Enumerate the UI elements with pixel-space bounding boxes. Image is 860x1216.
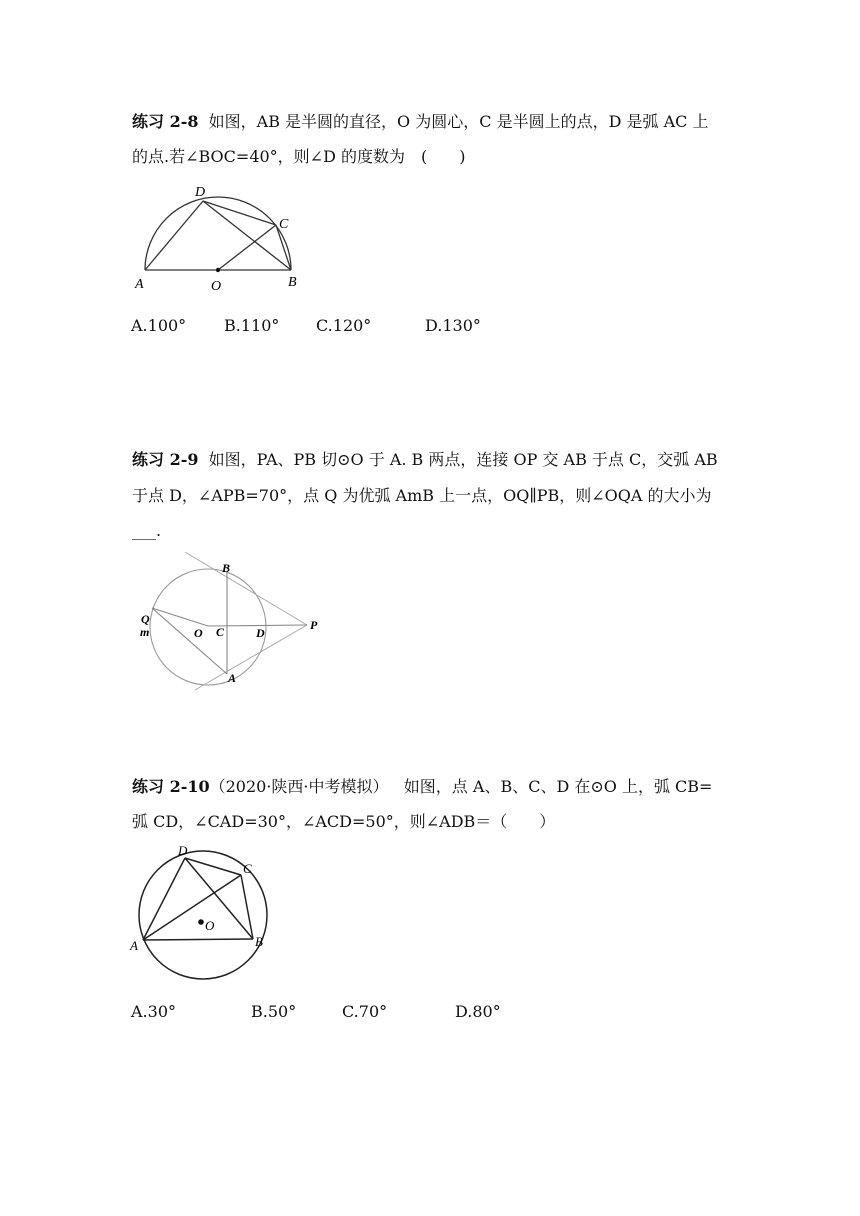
problem-2-10-text-2: 弧 CD，∠CAD=30°，∠ACD=50°，则∠ADB＝（ ） [132, 812, 556, 831]
label-A: A [130, 938, 138, 953]
option-c: C.120° [316, 316, 372, 335]
figure-2-9 [130, 550, 330, 695]
label-B: B [255, 934, 263, 949]
label-C: C [243, 861, 252, 876]
label-D: D [195, 185, 206, 200]
label-C: C [279, 217, 289, 232]
label-A: A [228, 671, 237, 685]
figure-2-8 [125, 180, 310, 295]
label-C: C [216, 625, 225, 639]
problem-2-8-text-1: 如图，AB 是半圆的直径，O 为圆心，C 是半圆上的点，D 是弧 AC 上 [208, 112, 709, 131]
problem-2-8-label: 练习 2-8 [132, 112, 199, 131]
label-O: O [205, 918, 215, 933]
problem-2-10-label: 练习 2-10 [132, 777, 210, 796]
label-O: O [194, 626, 203, 640]
option-d: D.130° [425, 316, 481, 335]
label-D: D [256, 626, 265, 640]
option-c: C.70° [342, 1002, 388, 1021]
problem-2-9-text-2: 于点 D，∠APB=70°，点 Q 为优弧 AmB 上一点，OQ∥PB，则∠OQA 的大小为 [132, 486, 712, 505]
problem-2-8-line-1 [132, 112, 708, 132]
problem-2-9-line-1 [132, 450, 718, 470]
problem-2-10-source: （2020·陕西·中考模拟） [209, 777, 389, 796]
option-d: D.80° [455, 1002, 501, 1021]
option-a: A.30° [131, 1002, 176, 1021]
option-b: B.110° [224, 316, 280, 335]
problem-2-9-label: 练习 2-9 [132, 450, 199, 469]
label-Q: Q [141, 612, 150, 626]
label-O: O [211, 279, 222, 294]
option-a: A.100° [131, 316, 187, 335]
label-A: A [135, 277, 144, 292]
label-B: B [222, 561, 231, 575]
label-B: B [288, 275, 297, 290]
option-b: B.50° [251, 1002, 297, 1021]
problem-2-9-text-3: ___. [132, 521, 162, 540]
label-m: m [140, 625, 150, 639]
label-D: D [178, 843, 188, 858]
problem-2-10-text-1: 如图，点 A、B、C、D 在⊙O 上，弧 CB= [403, 777, 713, 796]
problem-2-9-text-1: 如图，PA、PB 切⊙O 于 A. B 两点，连接 OP 交 AB 于点 C，交弧 AB [208, 450, 718, 469]
figure-2-10 [125, 840, 285, 990]
problem-2-8-text-2: 的点.若∠BOC=40°，则∠D 的度数为 ( ) [132, 147, 466, 166]
problem-2-10-line-1 [132, 777, 712, 797]
label-P: P [310, 618, 318, 632]
